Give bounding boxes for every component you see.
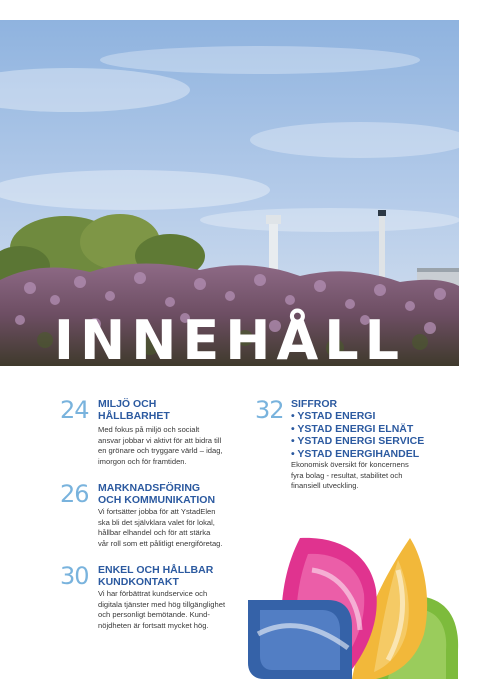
entry-title-line: ENKEL OCH HÅLLBAR: [98, 564, 214, 576]
entry-title: [98, 482, 215, 506]
ystad-energi-flame-logo-icon: [248, 530, 460, 679]
description-line: Vi har förbättrat kundservice och: [98, 589, 208, 598]
description-line: Ekonomisk översikt för koncernens: [291, 460, 409, 469]
entry-description: [98, 425, 268, 467]
toc-entry-siffror: [255, 398, 455, 498]
toc-entry-kundkontakt: [60, 564, 260, 634]
entry-title-line: MARKNADSFÖRING: [98, 482, 201, 494]
entry-title: [98, 398, 170, 422]
company-list-item: • YSTAD ENERGI SERVICE: [291, 435, 425, 447]
company-list-item: • YSTAD ENERGIHANDEL: [291, 447, 420, 460]
description-line: imorgon och för framtiden.: [98, 456, 187, 466]
entry-title: [98, 564, 213, 588]
page-number: 26: [60, 480, 89, 508]
description-line: och personligt bemötande. Kund-: [98, 610, 210, 619]
description-line: Vi fortsätter jobba för att YstadElen: [98, 507, 216, 516]
page-number: 24: [60, 396, 89, 424]
description-line: fyra bolag - resultat, stabilitet och: [291, 470, 403, 480]
description-line: ska bli det självklara valet för lokal,: [98, 517, 215, 527]
description-line: hållbar elhandel och för att stärka: [98, 528, 211, 537]
entry-title-line: SIFFROR: [291, 398, 338, 410]
description-line: ansvar jobbar vi aktivt för att bidra till: [98, 435, 222, 445]
description-line: digitala tjänster med hög tillgänglighet: [98, 599, 226, 609]
company-list-item: • YSTAD ENERGI: [291, 410, 376, 422]
entry-title: [291, 398, 337, 410]
toc-entry-marknadsforing: [60, 482, 260, 552]
entry-title-line: MILJÖ OCH: [98, 398, 157, 410]
page-title: INNEHÅLL: [53, 309, 406, 366]
description-line: Med fokus på miljö och socialt: [98, 425, 200, 434]
hero-photo: [0, 20, 459, 366]
entry-title-line: KUNDKONTAKT: [98, 576, 179, 588]
page-number: 30: [60, 562, 89, 590]
company-list-item: • YSTAD ENERGI ELNÄT: [291, 422, 414, 435]
toc-entry-miljo: [60, 398, 260, 468]
company-list: [291, 410, 424, 460]
page-number: 32: [255, 396, 284, 424]
description-line: vår roll som ett pålitligt energiföretag.: [98, 538, 223, 548]
description-line: finansiell utveckling.: [291, 481, 359, 490]
entry-description: [98, 589, 268, 631]
entry-title-line: HÅLLBARHET: [98, 410, 170, 422]
entry-description: [98, 507, 268, 549]
entry-title-line: OCH KOMMUNIKATION: [98, 494, 216, 506]
description-line: en grönare och tryggare värld – idag,: [98, 446, 223, 455]
description-line: nöjdheten är fortsatt mycket hög.: [98, 620, 209, 630]
entry-description: [291, 460, 456, 492]
